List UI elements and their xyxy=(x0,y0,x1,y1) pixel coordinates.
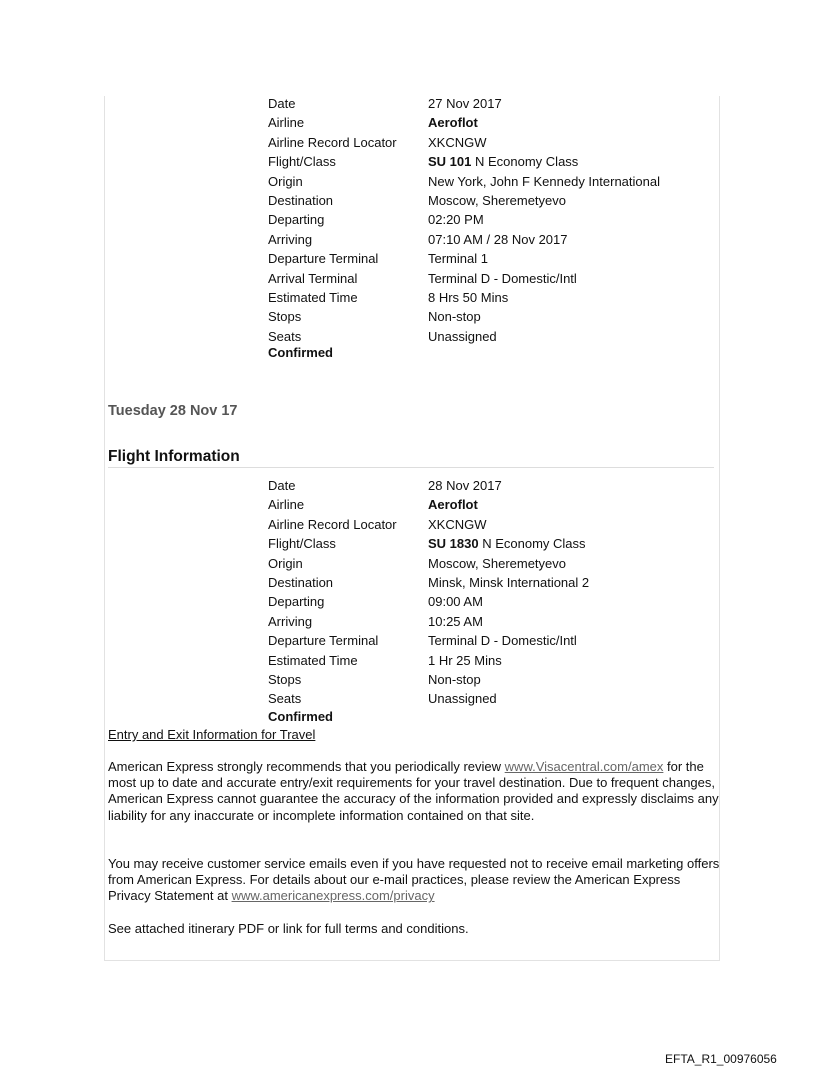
detail-row xyxy=(268,152,660,171)
detail-value: New York, John F Kennedy International xyxy=(428,173,660,189)
detail-value: 07:10 AM / 28 Nov 2017 xyxy=(428,231,568,247)
detail-row xyxy=(268,573,589,592)
detail-row xyxy=(268,113,660,132)
detail-value: 27 Nov 2017 xyxy=(428,96,502,111)
detail-row xyxy=(268,554,589,573)
detail-value: 8 Hrs 50 Mins xyxy=(428,289,509,305)
detail-value: 02:20 PM xyxy=(428,212,484,228)
detail-row xyxy=(268,670,589,689)
detail-label: Destination xyxy=(268,574,334,590)
flight-2-details xyxy=(268,476,589,709)
flight-2-status: Confirmed xyxy=(268,709,333,724)
detail-value: Moscow, Sheremetyevo xyxy=(428,555,567,571)
detail-row xyxy=(268,172,660,191)
detail-row xyxy=(268,288,660,307)
detail-row xyxy=(268,631,589,650)
visacentral-link[interactable]: www.Visacentral.com/amex xyxy=(504,759,664,774)
detail-value: XKCNGW xyxy=(428,134,487,150)
paragraph-text: American Express strongly recommends that you periodically review xyxy=(108,759,505,774)
paragraph-text: for the most up to date and accurate entry/exit requirements for your travel destination. Due to frequent changes, American Express cannot guarantee the accuracy of the information provided and expressly disclaims any liability for any inaccurate or incomplete information contained on that site. xyxy=(108,759,719,823)
detail-label: Stops xyxy=(268,671,302,687)
detail-row xyxy=(268,327,660,346)
detail-value: 28 Nov 2017 xyxy=(428,478,502,493)
entry-exit-title: Entry and Exit Information for Travel xyxy=(108,727,316,742)
detail-value: Moscow, Sheremetyevo xyxy=(428,192,567,208)
detail-label: Airline xyxy=(268,497,305,513)
detail-row xyxy=(268,612,589,631)
detail-row xyxy=(268,269,660,288)
flight-1-status: Confirmed xyxy=(268,345,333,360)
detail-value: Terminal D - Domestic/Intl xyxy=(428,633,577,649)
flight-1-details xyxy=(268,94,660,346)
detail-row xyxy=(268,191,660,210)
detail-row xyxy=(268,249,660,268)
detail-value: 10:25 AM xyxy=(428,613,483,629)
flight-number: SU 101 xyxy=(428,154,472,170)
day-heading: Tuesday 28 Nov 17 xyxy=(108,403,238,419)
detail-label: Departing xyxy=(268,212,325,228)
detail-row xyxy=(268,133,660,152)
detail-label: Destination xyxy=(268,192,334,208)
detail-value: Terminal 1 xyxy=(428,251,488,267)
detail-label: Flight/Class xyxy=(268,154,336,170)
detail-label: Airline xyxy=(268,115,305,131)
detail-label: Stops xyxy=(268,309,302,325)
detail-value: Minsk, Minsk International 2 xyxy=(428,574,590,590)
flight-class: N Economy Class xyxy=(478,536,586,552)
detail-label: Departure Terminal xyxy=(268,251,379,267)
detail-row xyxy=(268,592,589,611)
privacy-link[interactable]: www.americanexpress.com/privacy xyxy=(231,888,435,904)
detail-label: Airline Record Locator xyxy=(268,134,397,150)
detail-value: XKCNGW xyxy=(428,516,487,532)
airline-value: Aeroflot xyxy=(428,115,478,131)
detail-label: Seats xyxy=(268,328,302,344)
detail-label: Date xyxy=(268,96,296,111)
entry-exit-paragraph xyxy=(108,759,720,824)
detail-row xyxy=(268,495,589,514)
flight-class: N Economy Class xyxy=(471,154,579,170)
detail-label: Flight/Class xyxy=(268,536,336,552)
detail-row xyxy=(268,689,589,708)
detail-label: Arriving xyxy=(268,613,313,629)
detail-label: Arriving xyxy=(268,231,313,247)
detail-row xyxy=(268,210,660,229)
detail-value: Non-stop xyxy=(428,671,481,687)
airline-value: Aeroflot xyxy=(428,497,478,513)
flight-number: SU 1830 xyxy=(428,536,479,552)
detail-label: Estimated Time xyxy=(268,652,358,668)
document-id: EFTA_R1_00976056 xyxy=(665,1052,777,1066)
detail-value: 1 Hr 25 Mins xyxy=(428,652,502,668)
terms-paragraph: See attached itinerary PDF or link for full terms and conditions. xyxy=(108,921,469,936)
detail-label: Seats xyxy=(268,691,302,707)
detail-value: 09:00 AM xyxy=(428,594,483,610)
detail-row xyxy=(268,476,589,495)
detail-label: Origin xyxy=(268,173,303,189)
detail-label: Departing xyxy=(268,594,325,610)
section-title: Flight Information xyxy=(108,448,714,468)
detail-label: Arrival Terminal xyxy=(268,270,358,286)
detail-value: Unassigned xyxy=(428,691,497,707)
detail-label: Estimated Time xyxy=(268,289,358,305)
paragraph-text: You may receive customer service emails even if you have requested not to receive email marketing offers from American Express. For details about our e-mail practices, please review the American Express Privacy Statement at xyxy=(108,856,720,904)
detail-label: Date xyxy=(268,478,296,493)
detail-row xyxy=(268,534,589,553)
detail-label: Airline Record Locator xyxy=(268,516,397,532)
detail-row xyxy=(268,515,589,534)
detail-row xyxy=(268,94,660,113)
detail-row xyxy=(268,230,660,249)
detail-row xyxy=(268,307,660,326)
detail-label: Origin xyxy=(268,555,303,571)
detail-row xyxy=(268,651,589,670)
detail-value: Unassigned xyxy=(428,328,497,344)
detail-value: Terminal D - Domestic/Intl xyxy=(428,270,577,286)
detail-value: Non-stop xyxy=(428,309,481,325)
detail-label: Departure Terminal xyxy=(268,633,379,649)
email-notice-paragraph xyxy=(108,856,720,905)
